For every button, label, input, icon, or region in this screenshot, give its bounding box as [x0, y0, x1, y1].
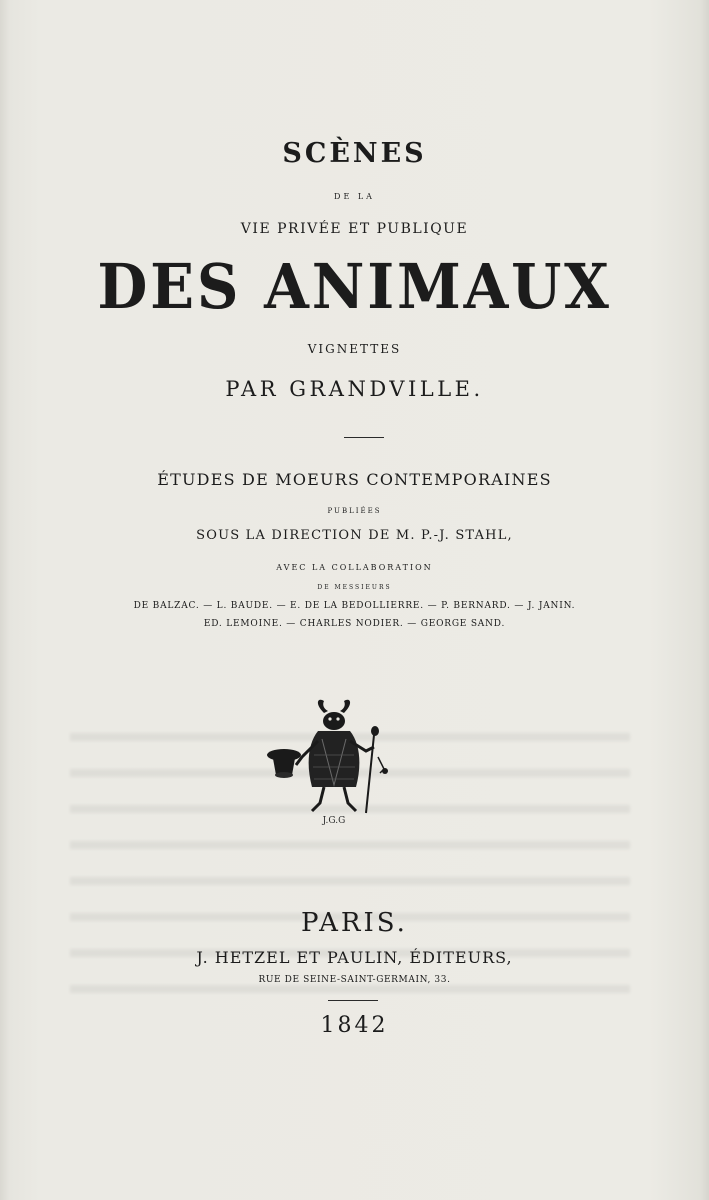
publication-year: 1842 — [320, 1013, 389, 1038]
vignette-initials: J.G.G — [322, 816, 346, 826]
messieurs-label: DE MESSIEURS — [317, 584, 392, 591]
collaboration-label: AVEC LA COLLABORATION — [276, 563, 433, 572]
main-title: DES ANIMAUX — [97, 250, 612, 323]
publiees-label: PUBLIÉES — [327, 507, 382, 515]
heading-de-la: DE LA — [334, 192, 375, 201]
publisher: J. HETZEL ET PAULIN, ÉDITEURS, — [196, 948, 513, 967]
illustrator-credit: PAR GRANDVILLE. — [225, 377, 484, 401]
divider-rule — [344, 437, 384, 438]
subtitle: ÉTUDES DE MOEURS CONTEMPORAINES — [157, 470, 552, 489]
editor-credit: SOUS LA DIRECTION DE M. P.-J. STAHL, — [196, 528, 513, 543]
divider-rule-2 — [328, 1000, 378, 1001]
beetle-vignette-icon — [262, 695, 402, 830]
authors-line-1: DE BALZAC. — L. BAUDE. — E. DE LA BEDOLLIERRE. — P. BERNARD. — J. JANIN. — [133, 601, 576, 611]
vignettes-label: VIGNETTES — [307, 342, 402, 356]
authors-line-2: ED. LEMOINE. — CHARLES NODIER. — GEORGE SAND. — [203, 619, 506, 629]
publisher-address: RUE DE SEINE-SAINT-GERMAIN, 33. — [258, 975, 451, 985]
heading-vie-privee: VIE PRIVÉE ET PUBLIQUE — [240, 221, 469, 237]
heading-scenes: SCÈNES — [282, 138, 427, 169]
city: PARIS. — [301, 908, 408, 938]
